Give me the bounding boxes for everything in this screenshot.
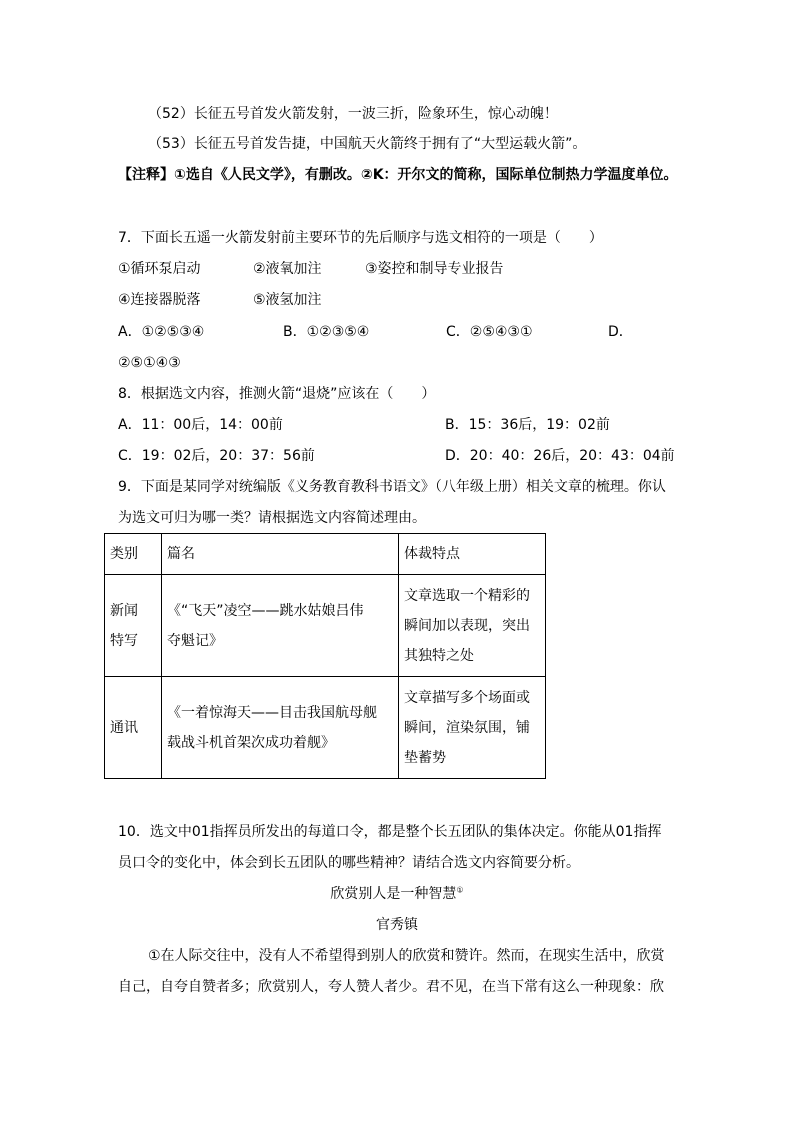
q8-option-c: C．19：02后，20：37：56前 xyxy=(118,448,315,464)
q7-option-d-label: D． xyxy=(608,324,633,340)
q7-item-2: ②液氧加注 xyxy=(253,261,322,277)
footnote-mark: ① xyxy=(456,885,464,895)
essay-paragraph-line-2: 自己，自夸自赞者多；欣赏别人，夸人赞人者少。君不见，在当下常有这么一种现象：欣 xyxy=(118,979,664,995)
q7-option-b: B．①②③⑤④ xyxy=(283,324,370,340)
table-cell-title: 《“飞天”凌空——跳水姑娘吕伟 夺魁记》 xyxy=(162,575,399,677)
q8-option-d: D．20：40：26后，20：43：04前 xyxy=(445,448,675,464)
note-53: （53）长征五号首发告捷，中国航天火箭终于拥有了“大型运载火箭”。 xyxy=(148,136,587,152)
q7-item-5: ⑤液氢加注 xyxy=(253,292,322,308)
question-9-line-1: 9．下面是某同学对统编版《义务教育教科书语文》（八年级上册）相关文章的梳理。你认 xyxy=(118,479,666,495)
question-8-stem: 8．根据选文内容，推测火箭“退烧”应该在（ ） xyxy=(118,386,436,402)
table-cell-category: 通讯 xyxy=(105,677,162,779)
table-row xyxy=(105,575,546,677)
note-52: （52）长征五号首发火箭发射，一波三折，险象环生，惊心动魄！ xyxy=(148,106,558,122)
q7-option-d-value: ②⑤①④③ xyxy=(118,355,181,371)
genre-table xyxy=(104,533,546,779)
question-7-stem: 7．下面长五遥一火箭发射前主要环节的先后顺序与选文相符的一项是（ ） xyxy=(118,230,603,246)
table-header-row xyxy=(105,534,546,575)
table-row xyxy=(105,677,546,779)
table-header-title: 篇名 xyxy=(162,534,399,575)
q7-item-3: ③姿控和制导专业报告 xyxy=(365,261,504,277)
question-10-line-2: 员口令的变化中，体会到长五团队的哪些精神？请结合选文内容简要分析。 xyxy=(118,855,580,871)
table-cell-feature: 文章描写多个场面或 瞬间，渲染氛围，铺 垫蓄势 xyxy=(399,677,546,779)
q7-item-4: ④连接器脱落 xyxy=(118,292,201,308)
q8-option-a: A．11：00后，14：00前 xyxy=(118,417,283,433)
q8-option-b: B．15：36后，19：02前 xyxy=(445,417,610,433)
essay-title: 欣赏别人是一种智慧① xyxy=(330,885,464,902)
table-cell-feature: 文章选取一个精彩的 瞬间加以表现，突出 其独特之处 xyxy=(399,575,546,677)
essay-author: 官秀镇 xyxy=(376,917,418,933)
essay-paragraph-line-1: ①在人际交往中，没有人不希望得到别人的欣赏和赞许。然而，在现实生活中，欣赏 xyxy=(148,948,665,964)
q7-option-c: C．②⑤④③① xyxy=(446,324,533,340)
table-cell-title: 《一着惊海天——目击我国航母舰 载战斗机首架次成功着舰》 xyxy=(162,677,399,779)
table-cell-category: 新闻 特写 xyxy=(105,575,162,677)
q7-option-a: A．①②⑤③④ xyxy=(118,324,205,340)
annotation-note: 【注释】①选自《人民文学》，有删改。②K：开尔文的简称，国际单位制热力学温度单位。 xyxy=(118,167,678,183)
table-header-category: 类别 xyxy=(105,534,162,575)
question-9-line-2: 为选文可归为哪一类？请根据选文内容简述理由。 xyxy=(118,510,426,526)
table-header-feature: 体裁特点 xyxy=(399,534,546,575)
q7-item-1: ①循环泵启动 xyxy=(118,261,201,277)
question-10-line-1: 10．选文中01指挥员所发出的每道口令，都是整个长五团队的集体决定。你能从01指挥 xyxy=(118,824,662,840)
